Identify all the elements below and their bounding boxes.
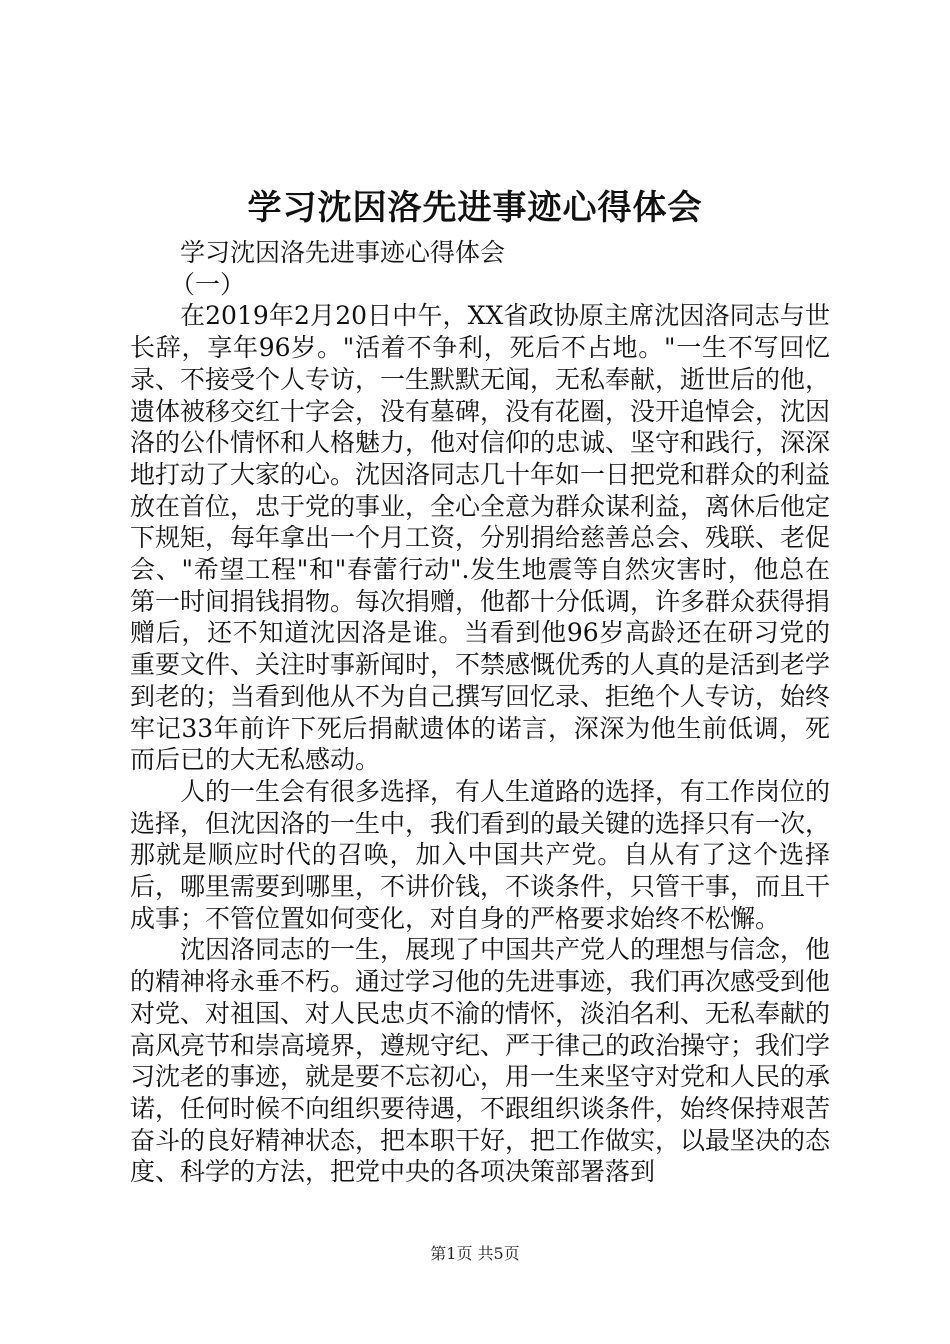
page-footer: 第1页 共5页 [430, 1244, 520, 1263]
document-body [130, 237, 830, 1188]
document-subtitle: 学习沈因洛先进事迹心得体会 [180, 238, 506, 267]
document-title: 学习沈因洛先进事迹心得体会 [247, 188, 703, 228]
paragraph: 人的一生会有很多选择，有人生道路的选择，有工作岗位的选择，但沈因洛的一生中，我们看到的最关键的选择只有一次，那就是顺应时代的召唤，加入中国共产党。自从有了这个选择后，哪里需要到哪里，不讲价钱，不谈条件，只管干事，而且干成事；不管位置如何变化，对自身的严格要求始终不松懈。 [130, 776, 831, 933]
paragraph: 沈因洛同志的一生，展现了中国共产党人的理想与信念，他的精神将永垂不朽。通过学习他的先进事迹，我们再次感受到他对党、对祖国、对人民忠贞不渝的情怀，淡泊名利、无私奉献的高风亮节和崇高境界，遵规守纪、严于律己的政治操守；我们学习沈老的事迹，就是要不忘初心，用一生来坚守对党和人民的承诺，任何时候不向组织要待遇，不跟组织谈条件，始终保持艰苦奋斗的良好精神状态，把本职干好，把工作做实，以最坚决的态度、科学的方法，把党中央的各项决策部署落到 [130, 935, 831, 1187]
section-marker: （一） [170, 269, 246, 299]
paragraph: 在2019年2月20日中午，XX省政协原主席沈因洛同志与世长辞，享年96岁。"活着不争利，死后不占地。"一生不写回忆录、不接受个人专访，一生默默无闻，无私奉献，逝世后的他，遗体被移交红十字会，没有墓碑，没有花圈，没开追悼会，沈因洛的公仆情怀和人格魅力，他对信仰的忠诚、坚守和践行，深深地打动了大家的心。沈因洛同志几十年如一日把党和群众的利益放在首位，忠于党的事业，全心全意为群众谋利益，离休后他定下规矩，每年拿出一个月工资，分别捐给慈善总会、残联、老促会、"希望工程"和"春蕾行动".发生地震等自然灾害时，他总在第一时间捐钱捐物。每次捐赠，他都十分低调，许多群众获得捐赠后，还不知道沈因洛是谁。当看到他96岁高龄还在研习党的重要文件、关注时事新闻时，不禁感慨优秀的人真的是活到老学到老的；当看到他从不为自己撰写回忆录、拒绝个人专访，始终牢记33年前许下死后捐献遗体的诺言，深深为他生前低调，死而后已的大无私感动。 [130, 301, 831, 775]
